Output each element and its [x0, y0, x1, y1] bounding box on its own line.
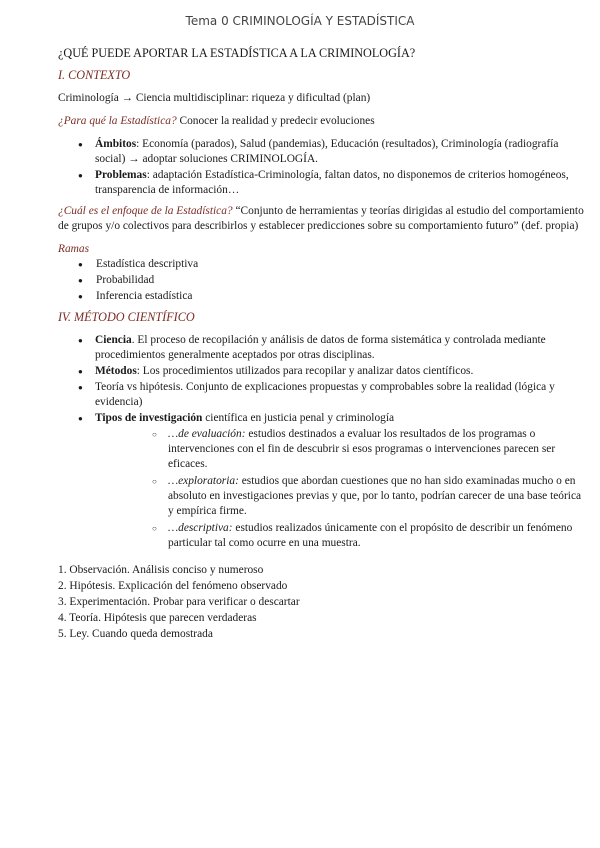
text-exploratoria: estudios que abordan cuestiones que no han sido examinadas mucho o en absoluto en investigaciones previas y que, por lo tanto, podrían carecer de una base teórica y empírica firme. [168, 475, 582, 517]
list-item-ciencia [58, 333, 584, 363]
list-item-teoria: ● Teoría vs hipótesis. Conjunto de explicaciones propuestas y comprobables sobre la realidad (lógica y evidencia) [58, 380, 584, 410]
step-item: 4. Teoría. Hipótesis que parecen verdaderas [58, 612, 257, 624]
sublist-item-evaluacion [95, 427, 584, 472]
section-heading-metodo: IV. MÉTODO CIENTÍFICO [58, 310, 195, 324]
term-metodos: Métodos [95, 365, 137, 377]
question-para-que: ¿Para qué la Estadística? [58, 115, 177, 127]
list-item-metodos [58, 364, 584, 379]
list-item-tipos [58, 411, 584, 551]
list-ramas [58, 257, 584, 304]
step-item: 2. Hipótesis. Explicación del fenómeno observado [58, 580, 288, 592]
list-metodo [58, 333, 584, 551]
term-exploratoria: …exploratoria: [168, 475, 239, 487]
text-tipos: científica en justicia penal y criminología [202, 412, 395, 424]
page-header: Tema 0 CRIMINOLOGÍA Y ESTADÍSTICA [185, 14, 415, 28]
text-metodos: : Los procedimientos utilizados para recopilar y analizar datos científicos. [136, 365, 474, 377]
sublist-tipos [95, 427, 584, 551]
ramas-label: Ramas [58, 243, 90, 255]
document-body [58, 46, 584, 643]
main-title: ¿QUÉ PUEDE APORTAR LA ESTADÍSTICA A LA CRIMINOLOGÍA? [58, 46, 416, 60]
section-heading-contexto: I. CONTEXTO [58, 68, 131, 82]
paragraph-criminologia: Criminología → Ciencia multidisciplinar: riqueza y dificultad (plan) [58, 92, 371, 104]
paragraph-para-que [58, 114, 584, 129]
answer-enfoque: “Conjunto de herramientas y teorías dirigidas al estudio del comportamiento de grupos y/o colectivos para describirlos y establecer predicciones sobre su comportamiento futuro” (def. propia) [58, 205, 584, 232]
sublist-item-exploratoria [95, 474, 584, 519]
term-evaluacion: …de evaluación: [168, 428, 246, 440]
term-ambitos: Ámbitos [95, 138, 137, 150]
text-problemas: : adaptación Estadística-Criminología, faltan datos, no disponemos de criterios homogéneos, transparencia de información… [95, 169, 569, 196]
term-descriptiva: …descriptiva: [168, 522, 233, 534]
step-item: 1. Observación. Análisis conciso y numeroso [58, 564, 264, 576]
list-steps [58, 563, 584, 642]
sublist-item-descriptiva [95, 521, 584, 551]
list-item-rama: ● Probabilidad [58, 273, 584, 288]
list-item-ambitos [58, 137, 584, 167]
list-item-rama: ● Estadística descriptiva [58, 257, 584, 272]
list-item-rama: ● Inferencia estadística [58, 289, 584, 304]
list-item-problemas [58, 168, 584, 198]
paragraph-enfoque [58, 204, 584, 234]
step-item: 5. Ley. Cuando queda demostrada [58, 628, 213, 640]
step-item: 3. Experimentación. Probar para verificar o descartar [58, 596, 300, 608]
question-enfoque: ¿Cuál es el enfoque de la Estadística? [58, 205, 233, 217]
list-ambitos-problemas [58, 137, 584, 198]
term-tipos: Tipos de investigación [95, 412, 203, 424]
answer-para-que: Conocer la realidad y predecir evoluciones [176, 115, 375, 127]
text-ciencia: . El proceso de recopilación y análisis de datos de forma sistemática y controlada mediante procedimientos generalmente aceptados por otras disciplinas. [95, 334, 546, 361]
text-evaluacion: estudios destinados a evaluar los resultados de los programas o intervenciones con el fin de descubrir si esos programas o intervenciones parecen ser eficaces. [168, 428, 556, 470]
term-ciencia: Ciencia [95, 334, 132, 346]
term-problemas: Problemas [95, 169, 147, 181]
text-descriptiva: estudios realizados únicamente con el propósito de describir un fenómeno particular tal como ocurre en una muestra. [168, 522, 573, 549]
text-ambitos: : Economía (parados), Salud (pandemias), Educación (resultados), Criminología (radiografía social) → adoptar soluciones CRIMINOLOGÍA. [95, 138, 559, 165]
